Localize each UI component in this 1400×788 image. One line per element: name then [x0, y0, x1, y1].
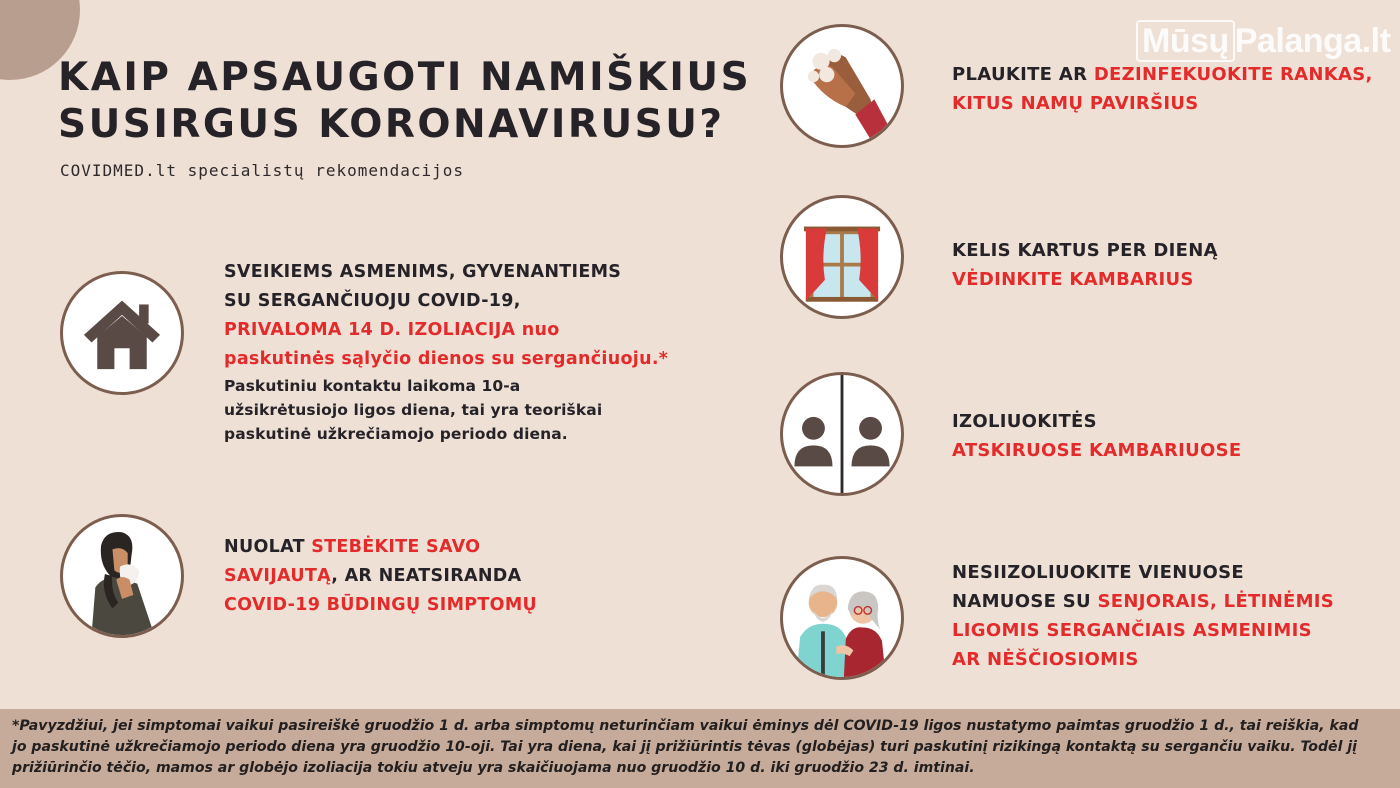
separated-people-icon [783, 375, 901, 493]
ventilate-line-1: KELIS KARTUS PER DIENĄ [952, 240, 1218, 261]
seniors-line-2: NAMUOSE SU SENJORAIS, LĖTINĖMIS [952, 591, 1335, 612]
separate-line-1: IZOLIUOKITĖS [952, 411, 1097, 432]
isolation-text-block [224, 258, 668, 446]
watermark-part2: Palanga.lt [1234, 22, 1391, 60]
separated-people-icon-circle [780, 372, 904, 496]
house-icon-circle [60, 271, 184, 395]
window-icon [783, 198, 901, 316]
title-line-2: SUSIRGUS KORONAVIRUSU? [58, 102, 725, 147]
monitor-line-3: COVID-19 BŪDINGŲ SIMPTOMŲ [224, 595, 538, 615]
hands-line-1: PLAUKITE AR DEZINFEKUOKITE RANKAS, [952, 64, 1373, 85]
page-subtitle: COVIDMED.lt specialistų rekomendacijos [60, 161, 465, 180]
monitor-line-2: SAVIJAUTĄ, AR NEATSIRANDA [224, 566, 522, 586]
house-icon [63, 274, 181, 392]
title-line-1: KAIP APSAUGOTI NAMIŠKIUS [58, 55, 752, 100]
monitor-line-1: NUOLAT STEBĖKITE SAVO [224, 537, 481, 557]
hand-washing-icon-circle [780, 24, 904, 148]
hand-washing-icon [783, 27, 901, 145]
footnote-bar [0, 709, 1400, 788]
footnote-line-1: *Pavyzdžiui, jei simptomai vaikui pasireiškė gruodžio 1 d. arba simptomų neturinčiam vaikui ėminys dėl COVID-19 ligos nustatymo paimtas gruodžio 1 d., tai reiškia, kad [12, 718, 1359, 734]
coughing-woman-icon [63, 517, 181, 635]
seniors-line-3: LIGOMIS SERGANČIAIS ASMENIMIS [952, 620, 1312, 641]
window-icon-circle [780, 195, 904, 319]
seniors-line-4: AR NĖŠČIOSIOMIS [952, 649, 1139, 670]
isolation-line-4: paskutinės sąlyčio dienos su sergančiuoju.* [224, 349, 669, 369]
isolation-note-2: užsikrėtusiojo ligos diena, tai yra teoriškai [224, 401, 603, 419]
site-watermark [1136, 22, 1390, 61]
page-title [58, 54, 751, 148]
ventilate-line-2: VĖDINKITE KAMBARIUS [952, 269, 1194, 290]
watermark-part1: Mūsų [1136, 20, 1235, 62]
isolation-note-1: Paskutiniu kontaktu laikoma 10-a [224, 377, 521, 395]
isolation-line-2: SU SERGANČIUOJU COVID-19, [224, 291, 521, 311]
hands-line-2: KITUS NAMŲ PAVIRŠIUS [952, 93, 1199, 114]
footnote-line-3: prižiūrinčio tėčio, mamos ar globėjo izoliacija tokiu atveju yra skaičiuojama nuo gruodžio 10 d. iki gruodžio 23 d. imtinai. [12, 760, 975, 776]
seniors-icon-circle [780, 556, 904, 680]
separate-text-block [952, 407, 1242, 465]
seniors-text-block [952, 558, 1334, 674]
isolation-line-1: SVEIKIEMS ASMENIMS, GYVENANTIEMS [224, 262, 622, 282]
coughing-woman-icon-circle [60, 514, 184, 638]
isolation-note-3: paskutinė užkrečiamojo periodo diena. [224, 425, 568, 443]
ventilate-text-block [952, 236, 1218, 294]
monitor-text-block [224, 533, 537, 620]
hands-text-block [952, 60, 1373, 118]
separate-line-2: ATSKIRUOSE KAMBARIUOSE [952, 440, 1242, 461]
seniors-line-1: NESIIZOLIUOKITE VIENUOSE [952, 562, 1245, 583]
seniors-icon [783, 559, 901, 677]
footnote-line-2: jo paskutinė užkrečiamojo periodo diena yra gruodžio 10-oji. Tai yra diena, kai jį prižiūrintis tėvas (globėjas) turi paskutinį rizikingą kontaktą su sergančiu vaiku. Todėl jį [12, 739, 1358, 755]
isolation-line-3: PRIVALOMA 14 D. IZOLIACIJA nuo [224, 320, 560, 340]
